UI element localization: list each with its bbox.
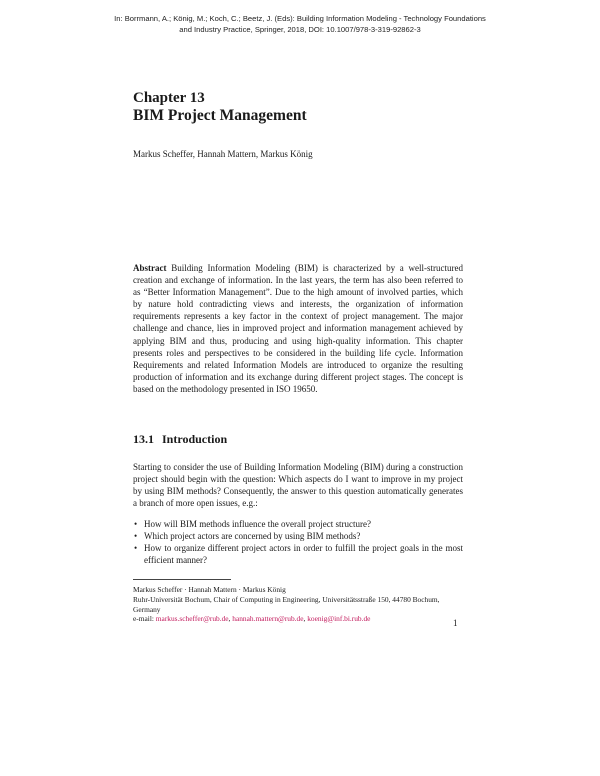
author-footnote <box>133 585 463 624</box>
citation-header <box>60 14 540 35</box>
citation-line-2: and Industry Practice, Springer, 2018, DOI: 10.1007/978-3-319-92862-3 <box>179 24 421 34</box>
section-heading <box>133 432 227 447</box>
section-number: 13.1 <box>133 432 154 446</box>
footnote-divider <box>133 579 231 580</box>
list-item <box>133 530 463 542</box>
intro-paragraph: Starting to consider the use of Building Information Modeling (BIM) during a construction project should begin with the question: Which aspects do I want to improve in my project by using BIM methods? Consequently, the answer to this question automatically generates a branch of more open issues, e.g.: <box>133 462 463 509</box>
list-item-text: Which project actors are concerned by using BIM methods? <box>144 531 361 542</box>
list-item-text: How will BIM methods influence the overall project structure? <box>144 519 371 529</box>
abstract-text: Building Information Modeling (BIM) is characterized by a well-structured creation and exchange of information. In the last years, the term has also been referred to as “Better Information Management”. Due to the high amount of involved parties, which by nature hold contradicting views and interests, the organization of information requirements represents a key factor in the context of project management. The major challenge and chance, lies in improved project and information management achieved by applying BIM and thus, producing and using high-quality information. This chapter presents roles and perspectives to be considered in the building life cycle. Information Requirements and related Information Models are introduced to organize the resulting production of information and its exchange during different project stages. The concept is based on the methodology presented in ISO 19650. <box>133 263 464 394</box>
list-item <box>133 542 463 566</box>
email-link-mattern[interactable]: hannah.mattern@rub.de <box>232 614 304 624</box>
footnote-names: Markus Scheffer · Hannah Mattern · Markus König <box>133 585 286 594</box>
email-link-scheffer[interactable]: markus.scheffer@rub.de <box>155 614 229 624</box>
section-title: Introduction <box>162 432 228 446</box>
bullet-icon: • <box>134 543 138 554</box>
bullet-icon: • <box>134 531 138 542</box>
email-link-koenig[interactable]: koenig@inf.bi.rub.de <box>307 614 371 624</box>
chapter-authors: Markus Scheffer, Hannah Mattern, Markus König <box>133 149 313 159</box>
list-item <box>133 518 463 530</box>
footnote-emails: e-mail: markus.scheffer@rub.de, hannah.mattern@rub.de, koenig@inf.bi.rub.de <box>133 614 371 624</box>
list-item-text: How to organize different project actors in order to fulfill the project goals in the most efficient manner? <box>144 543 463 566</box>
citation-line-1: In: Borrmann, A.; König, M.; Koch, C.; Beetz, J. (Eds): Building Information Modeling - Technology Foundations <box>114 14 486 23</box>
bullet-icon: • <box>134 519 138 529</box>
footnote-affiliation: Ruhr-Universität Bochum, Chair of Computing in Engineering, Universitätsstraße 150, 44780 Bochum, Germany <box>133 594 440 614</box>
email-label: e-mail: <box>133 614 154 624</box>
abstract-label: Abstract <box>133 263 167 273</box>
abstract <box>133 262 463 395</box>
chapter-title: BIM Project Management <box>133 107 307 124</box>
page-number: 1 <box>453 618 458 628</box>
chapter-number: Chapter 13 <box>133 90 205 106</box>
question-list <box>133 518 463 566</box>
